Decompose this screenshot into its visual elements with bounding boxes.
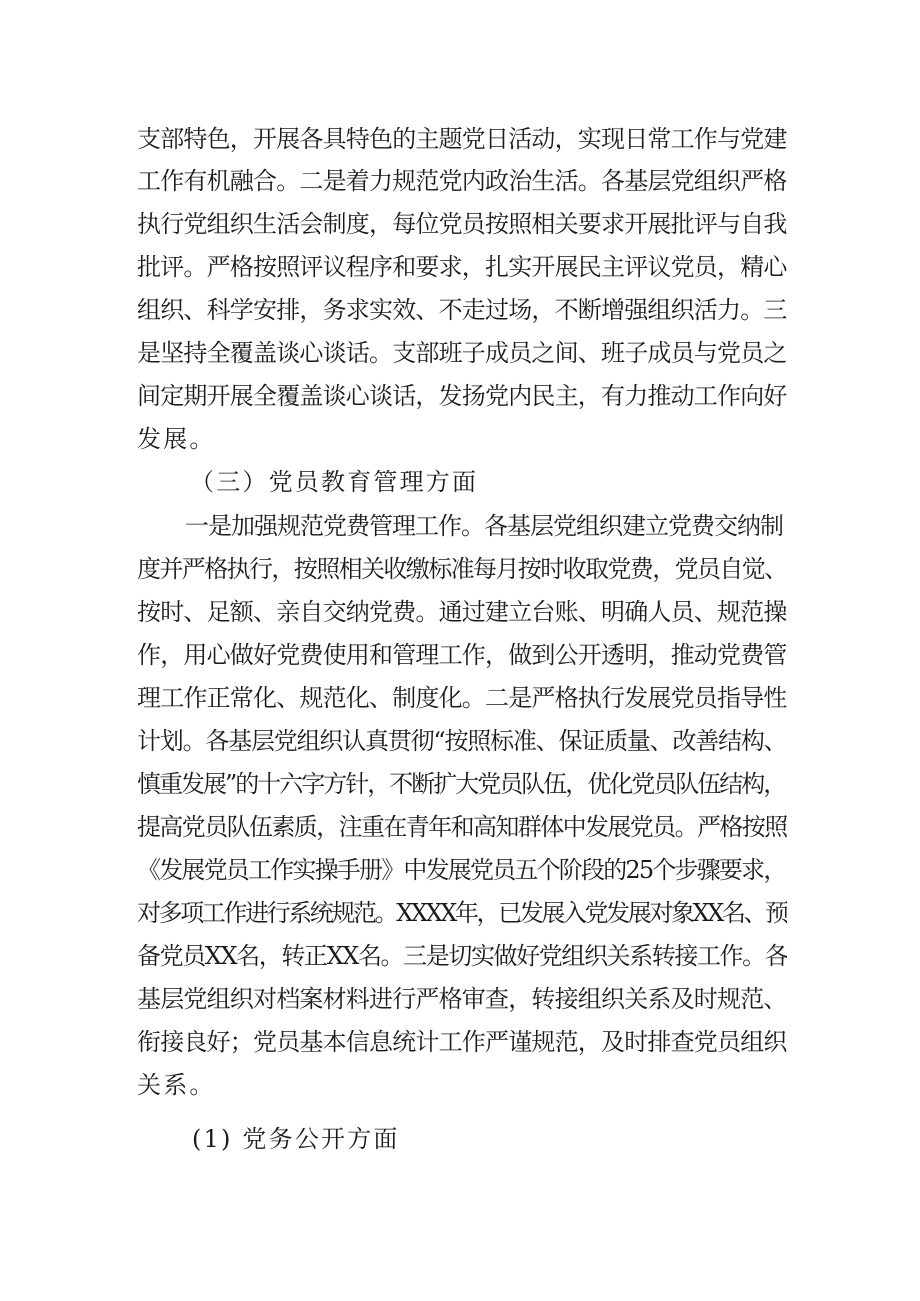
paragraph-line: 计划。各基层党组织认真贯彻“按照标准、保证质量、改善结构、 <box>137 727 787 755</box>
paragraph-line: 发展。 <box>137 425 216 453</box>
paragraph-line: 理工作正常化、规范化、制度化。二是严格执行发展党员指导性 <box>137 684 787 712</box>
paragraph-line: 间定期开展全覆盖谈心谈话，发扬党内民主，有力推动工作向好 <box>137 382 787 410</box>
paragraph-line: 提高党员队伍素质，注重在青年和高知群体中发展党员。严格按照 <box>137 813 787 841</box>
paragraph-line: 备党员XX名，转正XX名。三是切实做好党组织关系转接工作。各 <box>137 942 787 970</box>
paragraph-line: 一是加强规范党费管理工作。各基层党组织建立党费交纳制 <box>185 512 783 540</box>
paragraph-line: 是坚持全覆盖谈心谈话。支部班子成员之间、班子成员与党员之 <box>137 339 787 367</box>
paragraph-line: 批评。严格按照评议程序和要求，扎实开展民主评议党员，精心 <box>137 253 787 281</box>
section-heading: (1) 党务公开方面 <box>192 1125 400 1153</box>
paragraph-line: 对多项工作进行系统规范。XXXX年，已发展入党发展对象XX名、预 <box>137 899 787 927</box>
paragraph-line: 《发展党员工作实操手册》中发展党员五个阶段的25个步骤要求， <box>137 856 786 884</box>
paragraph-line: 基层党组织对档案材料进行严格审查，转接组织关系及时规范、 <box>137 985 787 1013</box>
paragraph-line: 慎重发展”的十六字方针，不断扩大党员队伍，优化党员队伍结构， <box>137 770 786 798</box>
paragraph-line: 组织、科学安排，务求实效、不走过场，不断增强组织活力。三 <box>137 296 787 324</box>
paragraph-line: 按时、足额、亲自交纳党费。通过建立台账、明确人员、规范操 <box>137 598 787 626</box>
paragraph-line: 作，用心做好党费使用和管理工作，做到公开透明，推动党费管 <box>137 641 787 669</box>
paragraph-line: 关系。 <box>137 1071 216 1099</box>
paragraph-line: 工作有机融合。二是着力规范党内政治生活。各基层党组织严格 <box>137 167 787 195</box>
paragraph-line: 度并严格执行，按照相关收缴标准每月按时收取党费，党员自觉、 <box>137 555 787 583</box>
paragraph-line: 衔接良好；党员基本信息统计工作严谨规范，及时排查党员组织 <box>137 1028 787 1056</box>
section-heading: （三）党员教育管理方面 <box>190 468 479 496</box>
paragraph-line: 支部特色，开展各具特色的主题党日活动，实现日常工作与党建 <box>137 125 787 153</box>
paragraph-line: 执行党组织生活会制度，每位党员按照相关要求开展批评与自我 <box>137 210 787 238</box>
